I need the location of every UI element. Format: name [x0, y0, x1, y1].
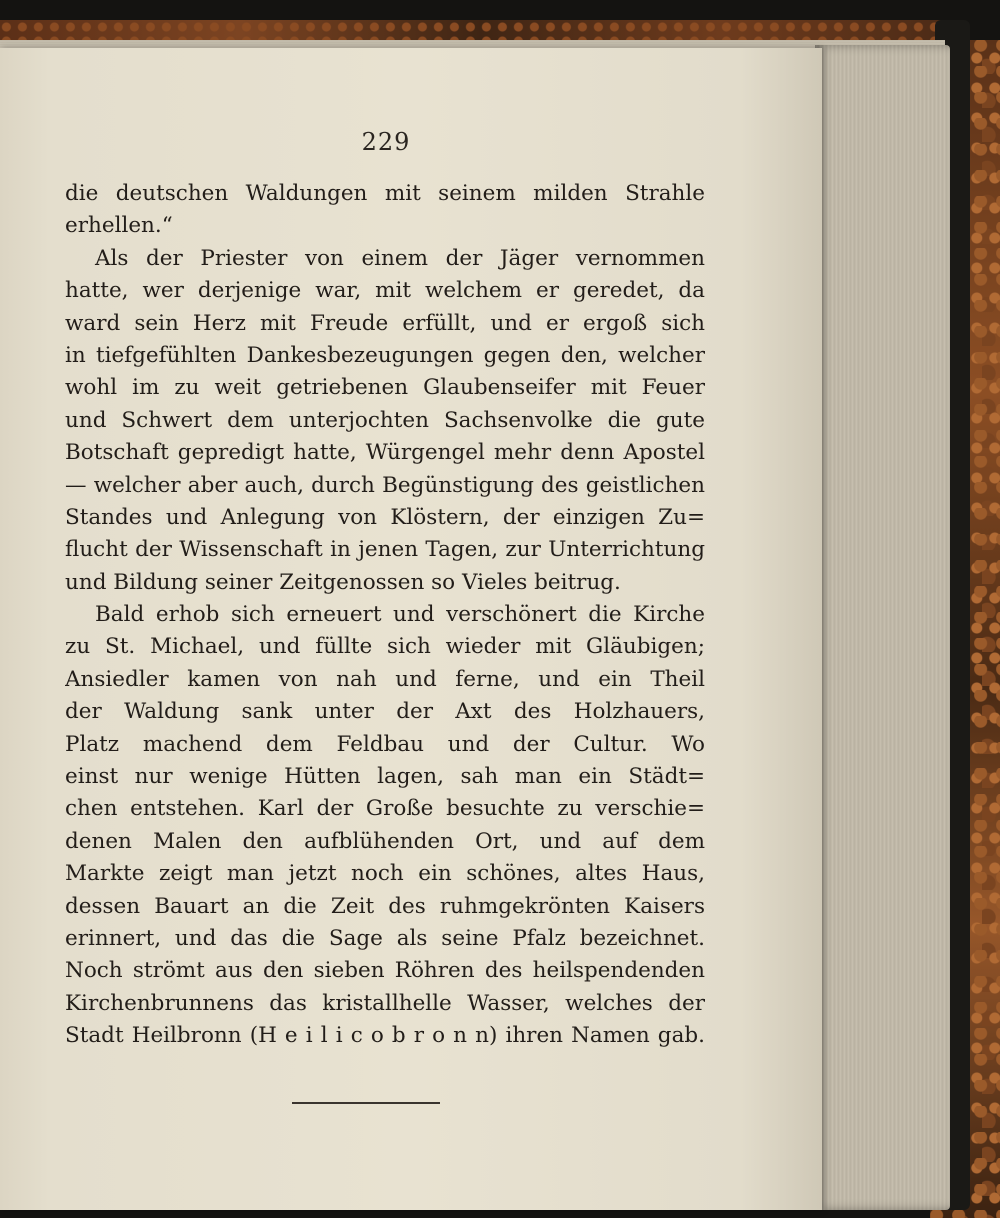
text-line: der Waldung sank unter der Axt des Holzhauers,	[65, 699, 705, 725]
page-number: 229	[361, 128, 411, 156]
text-line: denen Malen den aufblühenden Ort, und auf dem	[65, 828, 705, 854]
text-line: chen entstehen. Karl der Große besuchte zu verschie=	[65, 796, 705, 822]
section-divider-rule	[292, 1102, 440, 1104]
text-line: zu St. Michael, und füllte sich wieder mit Gläubigen;	[65, 634, 705, 660]
text-line: Botschaft gepredigt hatte, Würgengel mehr denn Apostel	[65, 440, 705, 466]
text-line: ward sein Herz mit Freude erfüllt, und er ergoß sich	[65, 310, 705, 336]
text-line: Standes und Anlegung von Klöstern, der einzigen Zu=	[65, 504, 705, 530]
text-line: Kirchenbrunnens das kristallhelle Wasser, welches der	[65, 990, 705, 1016]
text-line: — welcher aber auch, durch Begünstigung des geistlichen	[65, 472, 705, 498]
text-line: einst nur wenige Hütten lagen, sah man ein Städt=	[65, 764, 705, 790]
text-line: Ansiedler kamen von nah und ferne, und ein Theil	[65, 666, 705, 692]
text-line: wohl im zu weit getriebenen Glaubenseifer mit Feuer	[65, 375, 705, 401]
text-line: Noch strömt aus den sieben Röhren des heilspendenden	[65, 958, 705, 984]
text-line: hatte, wer derjenige war, mit welchem er geredet, da	[65, 278, 705, 304]
body-text	[65, 178, 705, 1053]
text-line: erhellen.“	[65, 213, 173, 239]
text-line: Markte zeigt man jetzt noch ein schönes, altes Haus,	[65, 861, 705, 887]
text-line: erinnert, und das die Sage als seine Pfalz bezeichnet.	[65, 925, 705, 951]
book-page	[0, 48, 822, 1210]
text-line: Stadt Heilbronn (H e i l i c o b r o n n) ihren Namen gab.	[65, 1023, 705, 1049]
text-line: und Bildung seiner Zeitgenossen so Vieles beitrug.	[65, 569, 621, 595]
text-line: Bald erhob sich erneuert und verschönert die Kirche	[95, 602, 705, 628]
text-line: dessen Bauart an die Zeit des ruhmgekrönten Kaisers	[65, 893, 705, 919]
text-line: und Schwert dem unterjochten Sachsenvolke die gute	[65, 407, 705, 433]
text-line: die deutschen Waldungen mit seinem milden Strahle	[65, 181, 705, 206]
text-line: Als der Priester von einem der Jäger vernommen	[95, 245, 705, 271]
text-line: Platz machend dem Feldbau und der Cultur. Wo	[65, 731, 705, 757]
text-line: in tiefgefühlten Dankesbezeugungen gegen den, welcher	[65, 342, 705, 368]
text-line: flucht der Wissenschaft in jenen Tagen, zur Unterrichtung	[65, 537, 705, 563]
page-block-fore-edge	[815, 45, 950, 1210]
